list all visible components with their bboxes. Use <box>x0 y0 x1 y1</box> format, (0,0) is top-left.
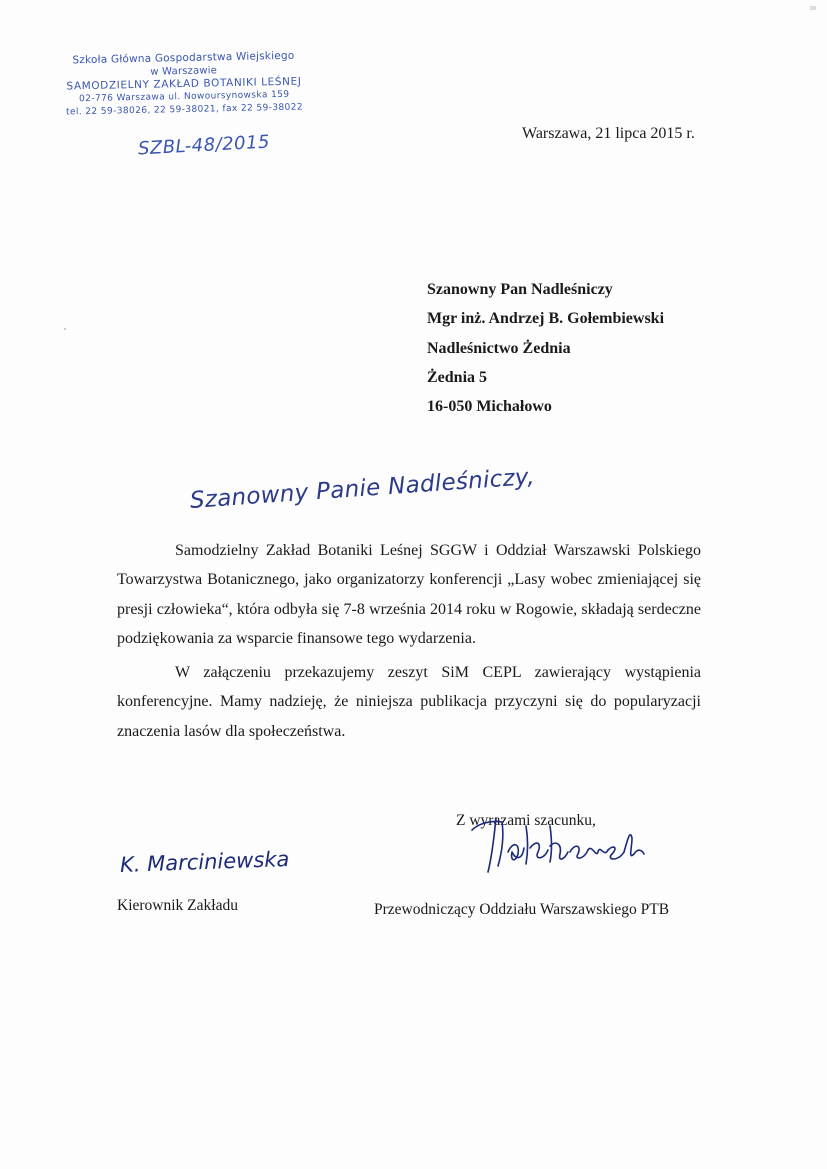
stamp-line: SAMODZIELNY ZAKŁAD BOTANIKI LEŚNEJ <box>66 75 302 93</box>
stamp-line: Szkoła Główna Gospodarstwa Wiejskiego <box>72 49 295 67</box>
recipient-address <box>427 275 664 421</box>
stamp-line: tel. 22 59-38026, 22 59-38021, fax 22 59-38022 <box>65 102 304 118</box>
address-line: Żednia 5 <box>427 368 488 386</box>
letter-body <box>117 536 701 746</box>
body-paragraph: Samodzielny Zakład Botaniki Leśnej SGGW i Oddział Warszawski Polskiego Towarzystwa Botanicznego, jako organizatorzy konferencji „Lasy wobec zmieniającej się presji człowieka“, która odbyła się 7-8 września 2014 roku w Rogowie, składają serdeczne podziękowania za wsparcie finansowe tego wydarzenia. <box>117 542 701 647</box>
signature-left: K. Marciniewska <box>119 847 290 877</box>
stamp-line: w Warszawie <box>150 65 218 78</box>
address-line: Mgr inż. Andrzej B. Gołembiewski <box>427 310 665 328</box>
stamp-line: 02-776 Warszawa ul. Nowoursynowska 159 <box>78 89 290 105</box>
institution-stamp <box>63 49 304 119</box>
signature-right <box>468 808 658 882</box>
address-line: Szanowny Pan Nadleśniczy <box>427 281 613 298</box>
closing-phrase: Z wyrazami szacunku, <box>456 812 596 829</box>
role-label-right: Przewodniczący Oddziału Warszawskiego PTB <box>374 901 670 918</box>
handwritten-salutation: Szanowny Panie Nadleśniczy, <box>189 463 536 514</box>
address-line: 16-050 Michałowo <box>427 398 552 416</box>
margin-dot <box>64 328 66 330</box>
body-paragraph: W załączeniu przekazujemy zeszyt SiM CEPL zawierający wystąpienia konferencyjne. Mamy nadzieję, że niniejsza publikacja przyczyni się do popularyzacji znaczenia lasów dla społeczeństwa. <box>117 664 701 740</box>
letter-date: Warszawa, 21 lipca 2015 r. <box>522 125 695 142</box>
reference-number: SZBL-48/2015 <box>137 131 271 160</box>
scan-artifact <box>810 6 816 10</box>
address-line: Nadleśnictwo Żednia <box>427 339 571 357</box>
role-label-left: Kierownik Zakładu <box>117 897 238 914</box>
